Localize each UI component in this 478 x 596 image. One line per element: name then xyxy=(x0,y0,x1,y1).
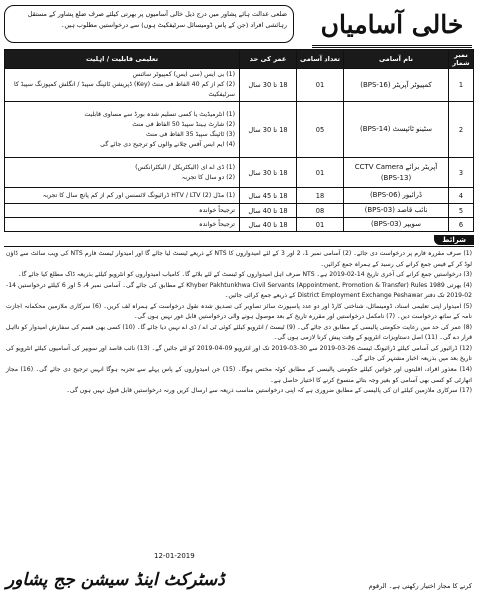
advert-header xyxy=(4,3,474,47)
job-advertisement xyxy=(4,3,474,590)
row-qualification: (1) ڈی اے ای (الیکٹریکل / الیکٹرانکس) (2) دو سال کا تجربہ xyxy=(5,158,240,188)
footer-note: کرنے کا مجاز اختیار رکھتی ہے۔ الرقوم xyxy=(368,582,472,590)
header-post-name: نام آسامی xyxy=(344,50,449,69)
row-post-name: آپریٹر برائے CCTV Camera (BPS-13) xyxy=(344,158,449,188)
row-post-name: سٹینو ٹائپسٹ (BPS-14) xyxy=(344,102,449,158)
row-post-count: 08 xyxy=(297,204,344,218)
terms-heading-bar xyxy=(4,235,474,247)
row-post-count: 05 xyxy=(297,102,344,158)
row-post-count: 18 xyxy=(297,188,344,204)
terms-heading: شرائط xyxy=(434,235,474,245)
row-post-name: کمپیوٹر آپریٹر (BPS-16) xyxy=(344,69,449,102)
row-qualification: ترجیحاً خواندہ xyxy=(5,204,240,218)
header-age-limit: عمر کی حد xyxy=(240,50,297,69)
issuing-office: ڈسٹرکٹ اینڈ سیشن جج پشاور xyxy=(6,570,225,590)
row-serial-no: 6 xyxy=(449,218,474,232)
header-serial-no: نمبر شمار xyxy=(449,50,474,69)
row-serial-no: 1 xyxy=(449,69,474,102)
row-post-count: 01 xyxy=(297,218,344,232)
terms-paragraph: (17) سرکاری ملازمین کیلئے ان کی پالیسی کے مطابق ضروری ہے کہ اپنی درخواستیں مناسب ذریعہ سے ارسال کریں ورنہ درخواستیں قابل قبول نہیں ہوں گی۔ xyxy=(66,387,472,395)
row-post-name: ڈرائیور (BPS-06) xyxy=(344,188,449,204)
terms-paragraph: (12) ڈرائیور کی آسامی کیلئے ڈرائیونگ ٹیسٹ 26-03-2019 سے 30-03-2019 تک اور انٹرویو 09-04-2019 کو لئے جائیں گے۔ (13) نائب قاصد اور سویپر کی آسامیوں کیلئے انٹرویو کی تاریخ بعد میں بذریعہ اخبار مشتہر کی جائے گی۔ xyxy=(6,344,473,363)
signature-block xyxy=(6,556,472,590)
row-serial-no: 5 xyxy=(449,204,474,218)
row-age-limit: 18 تا 40 سال xyxy=(240,204,297,218)
row-qualification: (1) بی ایس (سی ایس) کمپیوٹر سائنس (2) کم از کم 40 الفاظ فی منٹ (Key) ڈپریشن ٹائپنگ سپیڈ / انگلش کمپوزنگ سپیڈ کا سرٹیفکیٹ xyxy=(5,69,240,102)
terms-divider xyxy=(4,246,474,247)
intro-notice: ضلعی عدالت ہائے پشاور میں درج ذیل خالی آسامیوں پر بھرتی کیلئے صرف ضلع پشاور کے مستقل رہائشی افراد (جن کے پاس ڈومیسائل سرٹیفکیٹ ہوں) سے درخواستیں مطلوب ہیں۔ xyxy=(4,5,294,43)
terms-paragraph: (4) بھرتی Khyber Pakhtunkhwa Civil Servants (Appointment, Promotion & Transfer) Rules 1989 کے مطابق کی جائے گی۔ آسامی نمبر 4، 5 اور 6 کیلئے درخواستیں 14-02-2019 تک دفتر District Employment Exchange Peshawar کے ذریعے جمع کرائی جائیں۔ xyxy=(6,281,473,300)
row-serial-no: 2 xyxy=(449,102,474,158)
row-age-limit: 18 تا 40 سال xyxy=(240,218,297,232)
row-age-limit: 18 تا 30 سال xyxy=(240,102,297,158)
terms-paragraph: (5) امیدوار اپنی تعلیمی اسناد، ڈومیسائل، شناختی کارڈ اور دو عدد پاسپورٹ سائز تصاویر کی تصدیق شدہ نقول درخواست کے ہمراہ لف کریں۔ (6) سرکاری ملازمین محکمانہ اجازت نامہ کے ساتھ درخواست دیں۔ (7) نامکمل درخواستیں اور مقررہ تاریخ کے بعد موصول ہونے والی درخواستیں قابل غور نہیں ہوں گی۔ xyxy=(6,302,472,321)
row-qualification: (1) انٹرمیڈیٹ یا کسی تسلیم شدہ بورڈ سے مساوی قابلیت (2) شارٹ ہینڈ سپیڈ 50 الفاظ فی منٹ (3) ٹائپنگ سپیڈ 35 الفاظ فی منٹ (4) ایم ایس آفس چلانے والوں کو ترجیح دی جائے گی xyxy=(5,102,240,158)
table-row xyxy=(5,188,474,204)
terms-paragraph: (14) معذور افراد، اقلیتوں اور خواتین کیلئے حکومتی پالیسی کے مطابق کوٹہ مختص ہوگا۔ (15) جن امیدواروں کے پاس پہلے سے تجربہ ہوگا انہیں ترجیح دی جائے گی۔ (16) مجاز اتھارٹی کو کسی بھی آسامی کو بغیر وجہ بتائے منسوخ کرنے کا اختیار حاصل ہے۔ xyxy=(6,366,472,384)
row-age-limit: 18 تا 30 سال xyxy=(240,69,297,102)
header-post-count: تعداد آسامی xyxy=(297,50,344,69)
vacancies-table xyxy=(4,49,474,232)
row-post-count: 01 xyxy=(297,158,344,188)
terms-paragraph: (1) صرف مقررہ فارم پر درخواست دی جائے۔ (2) آسامی نمبر 1، 2 اور 3 کے لئے امیدواروں کا NTS کے ذریعے ٹیسٹ لیا جائے گا اور امیدوار ٹیسٹ فارم NTS کی ویب سائٹ سے ڈاؤن لوڈ کر کے فیس جمع کرانے کی رسید کے ہمراہ جمع کرائیں۔ xyxy=(6,250,473,268)
table-row xyxy=(5,102,474,158)
header-qualification: تعلیمی قابلیت / اہلیت xyxy=(5,50,240,69)
row-qualification: (1) مڈل (2) HTV / LTV ڈرائیونگ لائسنس اور کم از کم پانچ سال کا تجربہ xyxy=(5,188,240,204)
advert-title: خالی آسامیاں xyxy=(312,3,472,48)
terms-and-conditions xyxy=(4,247,474,561)
row-serial-no: 3 xyxy=(449,158,474,188)
table-row xyxy=(5,218,474,232)
terms-paragraph: (3) درخواستیں جمع کرانے کی آخری تاریخ 14-02-2019 ہے۔ NTS صرف اہل امیدواروں کو ٹیسٹ کے لئے بلائے گا۔ کامیاب امیدواروں کو انٹرویو کیلئے بذریعہ ڈاک مطلع کیا جائے گا۔ xyxy=(18,271,472,279)
row-age-limit: 18 تا 30 سال xyxy=(240,158,297,188)
row-age-limit: 18 تا 45 سال xyxy=(240,188,297,204)
table-row xyxy=(5,204,474,218)
terms-paragraph: (8) عمر کی حد میں رعایت حکومتی پالیسی کے مطابق دی جائے گی۔ (9) ٹیسٹ / انٹرویو کیلئے کوئی ٹی اے / ڈی اے نہیں دیا جائے گا۔ (10) کسی بھی قسم کی سفارش امیدوار کو نااہل قرار دے گی۔ (11) اصل دستاویزات انٹرویو کے وقت پیش کرنا لازمی ہوں گی۔ xyxy=(6,323,473,342)
notice-date: 12-01-2019 xyxy=(154,552,195,560)
table-row xyxy=(5,158,474,188)
table-header-row xyxy=(5,50,474,69)
row-post-name: نائب قاصد (BPS-03) xyxy=(344,204,449,218)
row-post-name: سویپر (BPS-03) xyxy=(344,218,449,232)
row-serial-no: 4 xyxy=(449,188,474,204)
row-post-count: 01 xyxy=(297,69,344,102)
table-row xyxy=(5,69,474,102)
row-qualification: ترجیحاً خواندہ xyxy=(5,218,240,232)
